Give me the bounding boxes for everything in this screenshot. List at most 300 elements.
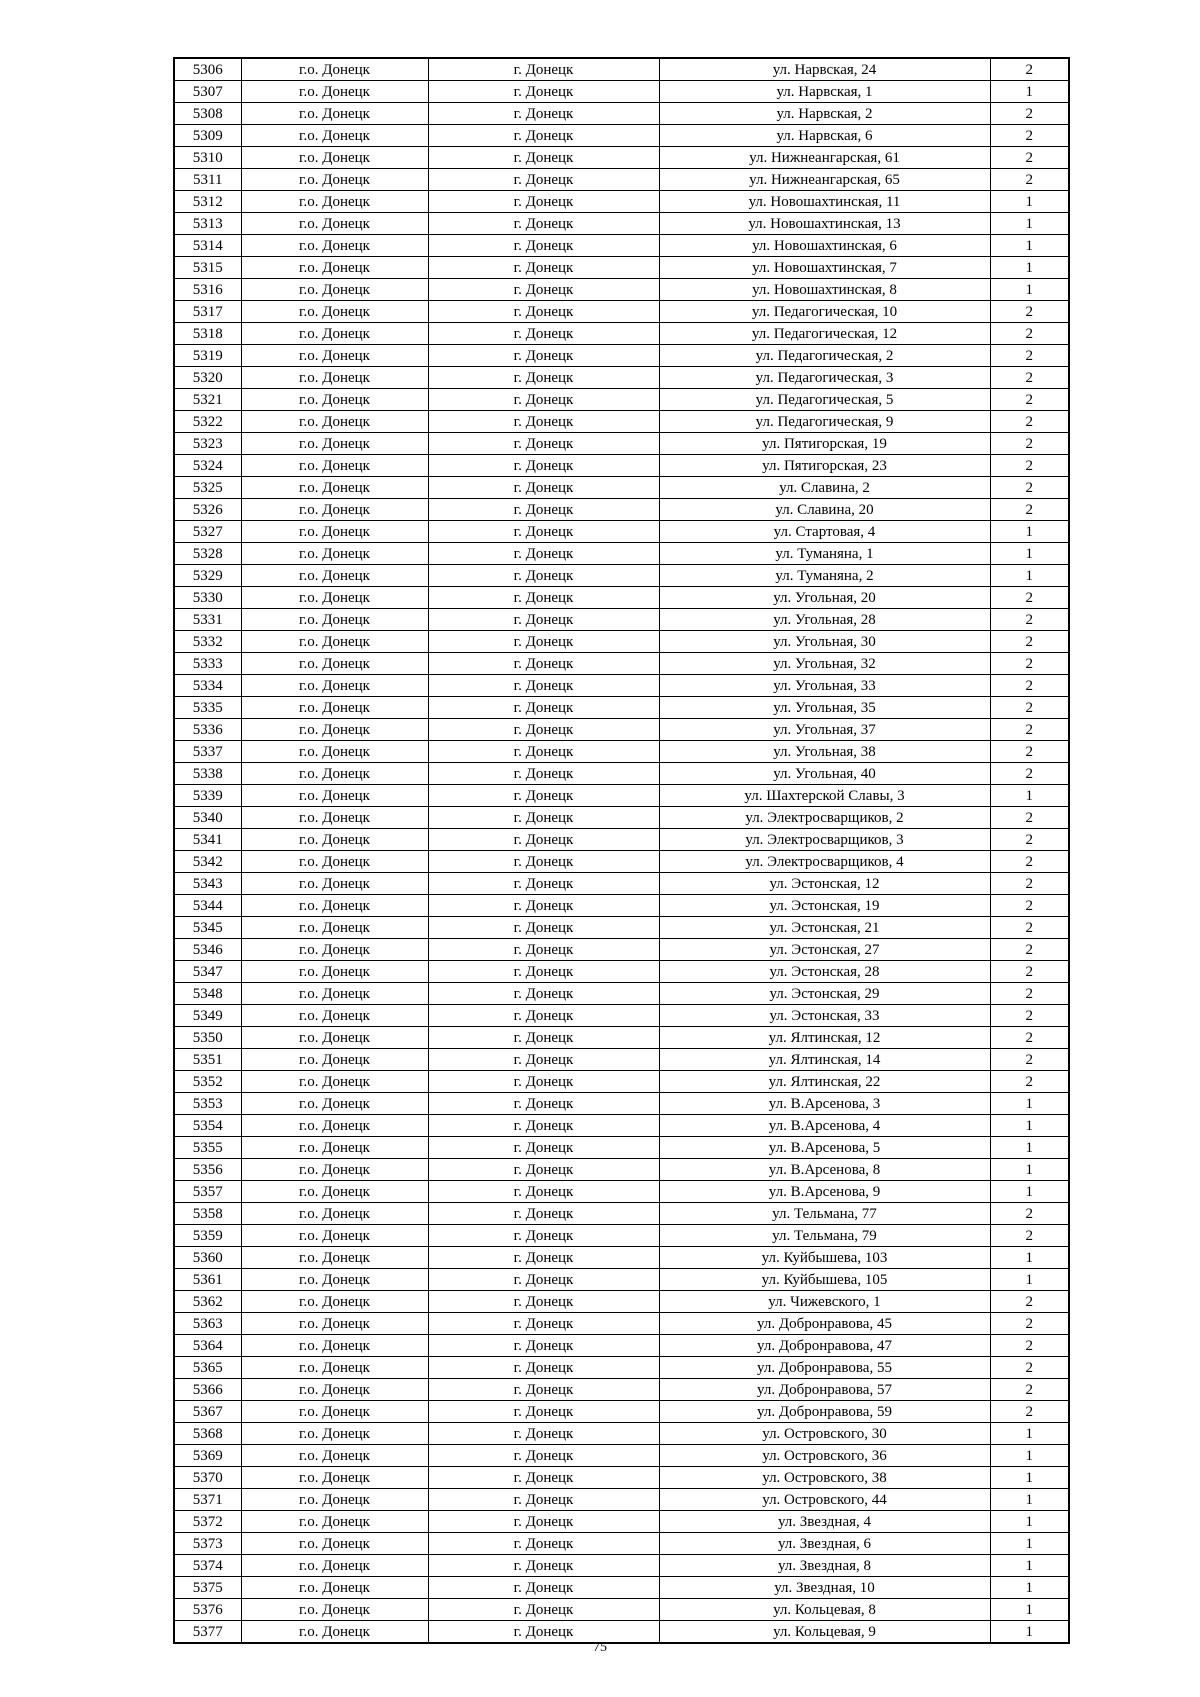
count-cell: 2 [990,741,1069,763]
address-cell: ул. Педагогическая, 10 [659,301,990,323]
row-number-cell: 5309 [174,125,241,147]
address-cell: ул. Электросварщиков, 3 [659,829,990,851]
municipality-cell: г.о. Донецк [241,1225,428,1247]
address-cell: ул. Новошахтинская, 11 [659,191,990,213]
row-number-cell: 5364 [174,1335,241,1357]
municipality-cell: г.о. Донецк [241,1533,428,1555]
address-cell: ул. Ялтинская, 14 [659,1049,990,1071]
municipality-cell: г.о. Донецк [241,1489,428,1511]
row-number-cell: 5337 [174,741,241,763]
address-cell: ул. Педагогическая, 5 [659,389,990,411]
table-row [174,1027,1069,1049]
count-cell: 2 [990,169,1069,191]
row-number-cell: 5365 [174,1357,241,1379]
address-cell: ул. Ялтинская, 22 [659,1071,990,1093]
address-cell: ул. Звездная, 8 [659,1555,990,1577]
table-row [174,411,1069,433]
count-cell: 2 [990,411,1069,433]
address-cell: ул. Эстонская, 33 [659,1005,990,1027]
city-cell: г. Донецк [428,367,659,389]
address-cell: ул. Шахтерской Славы, 3 [659,785,990,807]
municipality-cell: г.о. Донецк [241,631,428,653]
address-cell: ул. В.Арсенова, 5 [659,1137,990,1159]
count-cell: 2 [990,499,1069,521]
city-cell: г. Донецк [428,1203,659,1225]
count-cell: 1 [990,1247,1069,1269]
count-cell: 2 [990,1203,1069,1225]
count-cell: 2 [990,961,1069,983]
municipality-cell: г.о. Донецк [241,213,428,235]
table-row [174,147,1069,169]
municipality-cell: г.о. Донецк [241,1445,428,1467]
address-cell: ул. Эстонская, 29 [659,983,990,1005]
count-cell: 2 [990,1379,1069,1401]
address-table-body [174,58,1069,1643]
city-cell: г. Донецк [428,1093,659,1115]
count-cell: 1 [990,1269,1069,1291]
address-cell: ул. В.Арсенова, 8 [659,1159,990,1181]
municipality-cell: г.о. Донецк [241,917,428,939]
address-cell: ул. Пятигорская, 23 [659,455,990,477]
count-cell: 1 [990,1159,1069,1181]
city-cell: г. Донецк [428,1467,659,1489]
row-number-cell: 5334 [174,675,241,697]
table-row [174,609,1069,631]
table-row [174,1533,1069,1555]
row-number-cell: 5336 [174,719,241,741]
municipality-cell: г.о. Донецк [241,1247,428,1269]
city-cell: г. Донецк [428,1599,659,1621]
address-cell: ул. В.Арсенова, 4 [659,1115,990,1137]
municipality-cell: г.о. Донецк [241,301,428,323]
city-cell: г. Донецк [428,1621,659,1644]
address-cell: ул. Эстонская, 28 [659,961,990,983]
row-number-cell: 5306 [174,58,241,81]
table-row [174,58,1069,81]
row-number-cell: 5374 [174,1555,241,1577]
address-cell: ул. Звездная, 4 [659,1511,990,1533]
address-cell: ул. Педагогическая, 12 [659,323,990,345]
address-cell: ул. Угольная, 40 [659,763,990,785]
table-row [174,1401,1069,1423]
address-cell: ул. Новошахтинская, 7 [659,257,990,279]
count-cell: 2 [990,631,1069,653]
address-cell: ул. Педагогическая, 2 [659,345,990,367]
count-cell: 1 [990,1599,1069,1621]
count-cell: 2 [990,125,1069,147]
count-cell: 1 [990,521,1069,543]
address-cell: ул. Островского, 44 [659,1489,990,1511]
count-cell: 2 [990,389,1069,411]
table-row [174,103,1069,125]
municipality-cell: г.о. Донецк [241,1357,428,1379]
municipality-cell: г.о. Донецк [241,169,428,191]
count-cell: 2 [990,697,1069,719]
city-cell: г. Донецк [428,1137,659,1159]
municipality-cell: г.о. Донецк [241,807,428,829]
count-cell: 1 [990,785,1069,807]
city-cell: г. Донецк [428,125,659,147]
municipality-cell: г.о. Донецк [241,323,428,345]
city-cell: г. Донецк [428,433,659,455]
row-number-cell: 5330 [174,587,241,609]
table-row [174,543,1069,565]
row-number-cell: 5307 [174,81,241,103]
city-cell: г. Донецк [428,58,659,81]
municipality-cell: г.о. Донецк [241,1049,428,1071]
row-number-cell: 5325 [174,477,241,499]
address-cell: ул. Электросварщиков, 2 [659,807,990,829]
table-row [174,1467,1069,1489]
count-cell: 2 [990,653,1069,675]
row-number-cell: 5361 [174,1269,241,1291]
address-cell: ул. Новошахтинская, 13 [659,213,990,235]
address-cell: ул. Угольная, 38 [659,741,990,763]
count-cell: 1 [990,1137,1069,1159]
count-cell: 2 [990,1357,1069,1379]
count-cell: 1 [990,1489,1069,1511]
municipality-cell: г.о. Донецк [241,411,428,433]
count-cell: 1 [990,1621,1069,1644]
city-cell: г. Донецк [428,1511,659,1533]
city-cell: г. Донецк [428,1159,659,1181]
address-cell: ул. Добронравова, 59 [659,1401,990,1423]
address-cell: ул. Туманяна, 1 [659,543,990,565]
count-cell: 2 [990,1225,1069,1247]
count-cell: 2 [990,1005,1069,1027]
row-number-cell: 5318 [174,323,241,345]
row-number-cell: 5308 [174,103,241,125]
count-cell: 2 [990,587,1069,609]
address-cell: ул. Новошахтинская, 8 [659,279,990,301]
address-table [173,57,1070,1644]
table-row [174,1247,1069,1269]
municipality-cell: г.о. Донецк [241,257,428,279]
city-cell: г. Донецк [428,235,659,257]
row-number-cell: 5376 [174,1599,241,1621]
city-cell: г. Донецк [428,763,659,785]
row-number-cell: 5349 [174,1005,241,1027]
row-number-cell: 5368 [174,1423,241,1445]
table-row [174,521,1069,543]
municipality-cell: г.о. Донецк [241,1577,428,1599]
row-number-cell: 5320 [174,367,241,389]
row-number-cell: 5327 [174,521,241,543]
row-number-cell: 5359 [174,1225,241,1247]
count-cell: 2 [990,1335,1069,1357]
municipality-cell: г.о. Донецк [241,1291,428,1313]
city-cell: г. Донецк [428,675,659,697]
count-cell: 2 [990,367,1069,389]
count-cell: 2 [990,807,1069,829]
municipality-cell: г.о. Донецк [241,741,428,763]
municipality-cell: г.о. Донецк [241,1203,428,1225]
city-cell: г. Донецк [428,169,659,191]
table-row [174,1511,1069,1533]
table-row [174,1137,1069,1159]
city-cell: г. Донецк [428,301,659,323]
count-cell: 2 [990,1291,1069,1313]
row-number-cell: 5322 [174,411,241,433]
address-cell: ул. Угольная, 32 [659,653,990,675]
count-cell: 1 [990,191,1069,213]
address-cell: ул. Нижнеангарская, 61 [659,147,990,169]
municipality-cell: г.о. Донецк [241,543,428,565]
city-cell: г. Донецк [428,213,659,235]
municipality-cell: г.о. Донецк [241,1027,428,1049]
address-cell: ул. Электросварщиков, 4 [659,851,990,873]
table-row [174,631,1069,653]
table-row [174,587,1069,609]
municipality-cell: г.о. Донецк [241,1511,428,1533]
address-cell: ул. В.Арсенова, 3 [659,1093,990,1115]
count-cell: 1 [990,565,1069,587]
table-row [174,1159,1069,1181]
row-number-cell: 5344 [174,895,241,917]
table-row [174,1577,1069,1599]
table-row [174,1489,1069,1511]
row-number-cell: 5321 [174,389,241,411]
city-cell: г. Донецк [428,631,659,653]
row-number-cell: 5362 [174,1291,241,1313]
address-cell: ул. Тельмана, 79 [659,1225,990,1247]
municipality-cell: г.о. Донецк [241,1467,428,1489]
address-cell: ул. Звездная, 10 [659,1577,990,1599]
city-cell: г. Донецк [428,807,659,829]
count-cell: 1 [990,543,1069,565]
count-cell: 2 [990,323,1069,345]
count-cell: 1 [990,1577,1069,1599]
municipality-cell: г.о. Донецк [241,1093,428,1115]
municipality-cell: г.о. Донецк [241,565,428,587]
row-number-cell: 5358 [174,1203,241,1225]
table-row [174,257,1069,279]
table-row [174,389,1069,411]
city-cell: г. Донецк [428,1489,659,1511]
count-cell: 2 [990,477,1069,499]
row-number-cell: 5350 [174,1027,241,1049]
municipality-cell: г.о. Донецк [241,1115,428,1137]
city-cell: г. Донецк [428,1049,659,1071]
city-cell: г. Донецк [428,257,659,279]
row-number-cell: 5310 [174,147,241,169]
row-number-cell: 5366 [174,1379,241,1401]
count-cell: 2 [990,1049,1069,1071]
city-cell: г. Донецк [428,785,659,807]
count-cell: 1 [990,1533,1069,1555]
city-cell: г. Донецк [428,1577,659,1599]
count-cell: 2 [990,345,1069,367]
row-number-cell: 5311 [174,169,241,191]
city-cell: г. Донецк [428,103,659,125]
row-number-cell: 5370 [174,1467,241,1489]
address-cell: ул. Угольная, 28 [659,609,990,631]
city-cell: г. Донецк [428,543,659,565]
city-cell: г. Донецк [428,961,659,983]
municipality-cell: г.о. Донецк [241,521,428,543]
row-number-cell: 5363 [174,1313,241,1335]
municipality-cell: г.о. Донецк [241,235,428,257]
row-number-cell: 5315 [174,257,241,279]
table-row [174,477,1069,499]
municipality-cell: г.о. Донецк [241,345,428,367]
table-row [174,1203,1069,1225]
municipality-cell: г.о. Донецк [241,1313,428,1335]
row-number-cell: 5372 [174,1511,241,1533]
count-cell: 1 [990,81,1069,103]
address-cell: ул. Педагогическая, 9 [659,411,990,433]
city-cell: г. Донецк [428,829,659,851]
municipality-cell: г.о. Донецк [241,1335,428,1357]
municipality-cell: г.о. Донецк [241,785,428,807]
table-row [174,697,1069,719]
address-cell: ул. Островского, 36 [659,1445,990,1467]
municipality-cell: г.о. Донецк [241,1159,428,1181]
table-row [174,763,1069,785]
count-cell: 2 [990,609,1069,631]
address-cell: ул. Угольная, 35 [659,697,990,719]
city-cell: г. Донецк [428,345,659,367]
city-cell: г. Донецк [428,1071,659,1093]
row-number-cell: 5338 [174,763,241,785]
table-row [174,675,1069,697]
row-number-cell: 5333 [174,653,241,675]
row-number-cell: 5332 [174,631,241,653]
table-row [174,829,1069,851]
row-number-cell: 5339 [174,785,241,807]
count-cell: 2 [990,829,1069,851]
city-cell: г. Донецк [428,1291,659,1313]
row-number-cell: 5347 [174,961,241,983]
address-cell: ул. Туманяна, 2 [659,565,990,587]
page-number: 75 [593,1640,607,1655]
city-cell: г. Донецк [428,521,659,543]
city-cell: г. Донецк [428,1335,659,1357]
table-row [174,235,1069,257]
city-cell: г. Донецк [428,1445,659,1467]
table-row [174,1379,1069,1401]
address-cell: ул. Кольцевая, 9 [659,1621,990,1644]
table-row [174,1335,1069,1357]
address-cell: ул. Нарвская, 2 [659,103,990,125]
table-row [174,191,1069,213]
table-row [174,983,1069,1005]
row-number-cell: 5367 [174,1401,241,1423]
address-cell: ул. Угольная, 33 [659,675,990,697]
city-cell: г. Донецк [428,1005,659,1027]
address-cell: ул. Ялтинская, 12 [659,1027,990,1049]
city-cell: г. Донецк [428,653,659,675]
row-number-cell: 5357 [174,1181,241,1203]
address-cell: ул. Тельмана, 77 [659,1203,990,1225]
municipality-cell: г.о. Донецк [241,455,428,477]
row-number-cell: 5317 [174,301,241,323]
row-number-cell: 5375 [174,1577,241,1599]
city-cell: г. Донецк [428,939,659,961]
municipality-cell: г.о. Донецк [241,719,428,741]
city-cell: г. Донецк [428,1357,659,1379]
address-cell: ул. Островского, 38 [659,1467,990,1489]
municipality-cell: г.о. Донецк [241,961,428,983]
city-cell: г. Донецк [428,917,659,939]
municipality-cell: г.о. Донецк [241,1401,428,1423]
table-row [174,785,1069,807]
table-row [174,1445,1069,1467]
count-cell: 2 [990,895,1069,917]
count-cell: 1 [990,213,1069,235]
city-cell: г. Донецк [428,455,659,477]
city-cell: г. Донецк [428,587,659,609]
table-row [174,367,1069,389]
count-cell: 2 [990,763,1069,785]
city-cell: г. Донецк [428,609,659,631]
municipality-cell: г.о. Донецк [241,1181,428,1203]
row-number-cell: 5369 [174,1445,241,1467]
address-cell: ул. Добронравова, 57 [659,1379,990,1401]
address-cell: ул. Нарвская, 6 [659,125,990,147]
row-number-cell: 5324 [174,455,241,477]
table-row [174,1071,1069,1093]
count-cell: 2 [990,455,1069,477]
table-row [174,895,1069,917]
address-cell: ул. Педагогическая, 3 [659,367,990,389]
city-cell: г. Донецк [428,323,659,345]
table-row [174,961,1069,983]
count-cell: 2 [990,675,1069,697]
municipality-cell: г.о. Донецк [241,477,428,499]
address-cell: ул. Добронравова, 55 [659,1357,990,1379]
city-cell: г. Донецк [428,1247,659,1269]
municipality-cell: г.о. Донецк [241,1379,428,1401]
city-cell: г. Донецк [428,411,659,433]
row-number-cell: 5326 [174,499,241,521]
row-number-cell: 5331 [174,609,241,631]
count-cell: 1 [990,1115,1069,1137]
city-cell: г. Донецк [428,1379,659,1401]
table-row [174,213,1069,235]
count-cell: 1 [990,1181,1069,1203]
table-row [174,719,1069,741]
city-cell: г. Донецк [428,389,659,411]
address-cell: ул. Славина, 20 [659,499,990,521]
table-row [174,1115,1069,1137]
municipality-cell: г.о. Донецк [241,895,428,917]
row-number-cell: 5314 [174,235,241,257]
count-cell: 2 [990,433,1069,455]
row-number-cell: 5360 [174,1247,241,1269]
table-row [174,125,1069,147]
address-cell: ул. Угольная, 30 [659,631,990,653]
count-cell: 2 [990,851,1069,873]
table-row [174,301,1069,323]
municipality-cell: г.о. Донецк [241,1071,428,1093]
municipality-cell: г.о. Донецк [241,58,428,81]
address-cell: ул. Пятигорская, 19 [659,433,990,455]
address-cell: ул. Чижевского, 1 [659,1291,990,1313]
municipality-cell: г.о. Донецк [241,939,428,961]
address-cell: ул. Добронравова, 47 [659,1335,990,1357]
address-cell: ул. Добронравова, 45 [659,1313,990,1335]
row-number-cell: 5353 [174,1093,241,1115]
table-row [174,1313,1069,1335]
count-cell: 2 [990,1401,1069,1423]
municipality-cell: г.о. Донецк [241,873,428,895]
row-number-cell: 5312 [174,191,241,213]
municipality-cell: г.о. Донецк [241,1599,428,1621]
row-number-cell: 5329 [174,565,241,587]
row-number-cell: 5348 [174,983,241,1005]
row-number-cell: 5319 [174,345,241,367]
